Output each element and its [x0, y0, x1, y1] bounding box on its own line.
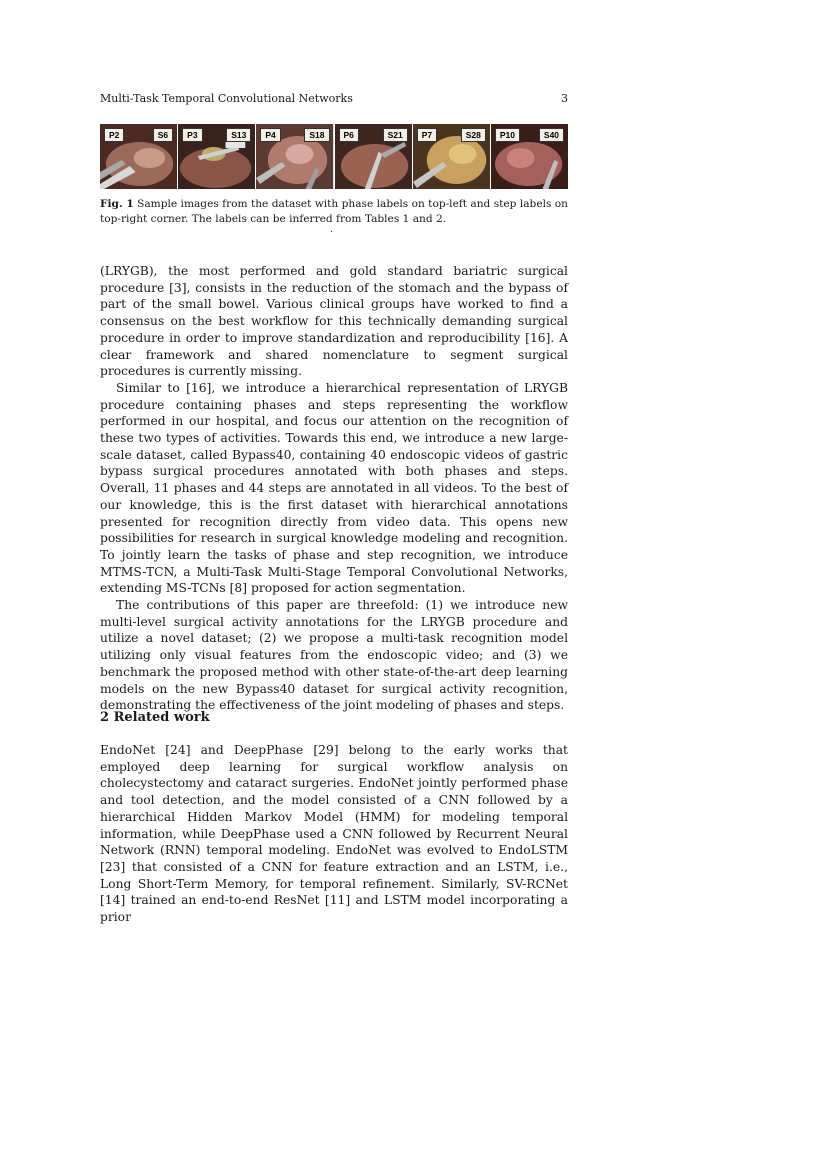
phase-label: P6	[339, 128, 359, 142]
figure-1-image-strip	[100, 124, 568, 189]
intro-paragraph-3: The contributions of this paper are threefold: (1) we introduce new multi-level surgical activity annotations for the LRYGB procedure and utilize a novel dataset; (2) we propose a multi-task recognition model utilizing only visual features from the endoscopic video; and (3) we benchmark the proposed method with other state-of-the-art deep learning models on the new Bypass40 dataset for surgical activity recognition, demonstrating the effectiveness of the joint modeling of phases and steps.	[100, 598, 568, 713]
related-work-paragraph-1: EndoNet [24] and DeepPhase [29] belong to the early works that employed deep learning for surgical workflow analysis on cholecystectomy and cataract surgeries. EndoNet jointly performed phase and tool detection, and the model consisted of a CNN followed by a hierarchical Hidden Markov Model (HMM) for modeling temporal information, while DeepPhase used a CNN followed by Recurrent Neural Network (RNN) temporal modeling. EndoNet was evolved to EndoLSTM [23] that consisted of a CNN for feature extraction and an LSTM, i.e., Long Short-Term Memory, for temporal refinement. Similarly, SV-RCNet [14] trained an end-to-end ResNet [11] and LSTM model incorporating a prior	[100, 743, 568, 925]
page-number: 3	[561, 92, 568, 105]
caption-dot: .	[330, 225, 333, 235]
surgical-frame-3	[256, 124, 333, 189]
phase-label: P4	[260, 128, 280, 142]
step-label: S28	[461, 128, 486, 142]
surgical-frame-5	[413, 124, 490, 189]
surgical-frame-2	[178, 124, 255, 189]
step-label: S13	[226, 128, 251, 142]
figure-caption-text: Sample images from the dataset with phase labels on top-left and step labels on top-right corner. The labels can be inferred from Tables 1 and 2.	[100, 198, 568, 225]
section-heading-related-work: 2 Related work	[100, 710, 210, 725]
step-label: S21	[383, 128, 408, 142]
intro-text	[100, 263, 568, 714]
phase-label: P10	[495, 128, 520, 142]
phase-label: P2	[104, 128, 124, 142]
intro-paragraph-2: Similar to [16], we introduce a hierarchical representation of LRYGB procedure containing phases and steps representing the workflow performed in our hospital, and focus our attention on the recognition of these two types of activities. Towards this end, we introduce a new large-scale dataset, called Bypass40, containing 40 endoscopic videos of gastric bypass surgical procedures annotated with both phases and steps. Overall, 11 phases and 44 steps are annotated in all videos. To the best of our knowledge, this is the first dataset with hierarchical annotations presented for recognition directly from video data. This opens new possibilities for research in surgical knowledge modeling and recognition. To jointly learn the tasks of phase and step recognition, we introduce MTMS-TCN, a Multi-Task Multi-Stage Temporal Convolutional Networks, extending MS-TCNs [8] proposed for action segmentation.	[100, 380, 568, 596]
phase-label: P3	[182, 128, 202, 142]
phase-label: P7	[417, 128, 437, 142]
running-head	[100, 92, 568, 105]
step-label: S40	[539, 128, 564, 142]
intro-paragraph-1: (LRYGB), the most performed and gold standard bariatric surgical procedure [3], consists in the reduction of the stomach and the bypass of part of the small bowel. Various clinical groups have worked to find a consensus on the best workflow for this technically demanding surgical procedure in order to improve standardization and reproducibility [16]. A clear framework and shared nomenclature to segment surgical procedures is currently missing.	[100, 264, 568, 379]
step-label: S6	[153, 128, 173, 142]
running-title: Multi-Task Temporal Convolutional Networks	[100, 92, 353, 105]
figure-caption-label: Fig. 1	[100, 198, 134, 210]
surgical-frame-6	[491, 124, 568, 189]
figure-caption	[100, 197, 568, 227]
related-work-text	[100, 742, 568, 926]
surgical-frame-1	[100, 124, 177, 189]
step-label: S18	[304, 128, 329, 142]
surgical-frame-4	[335, 124, 412, 189]
